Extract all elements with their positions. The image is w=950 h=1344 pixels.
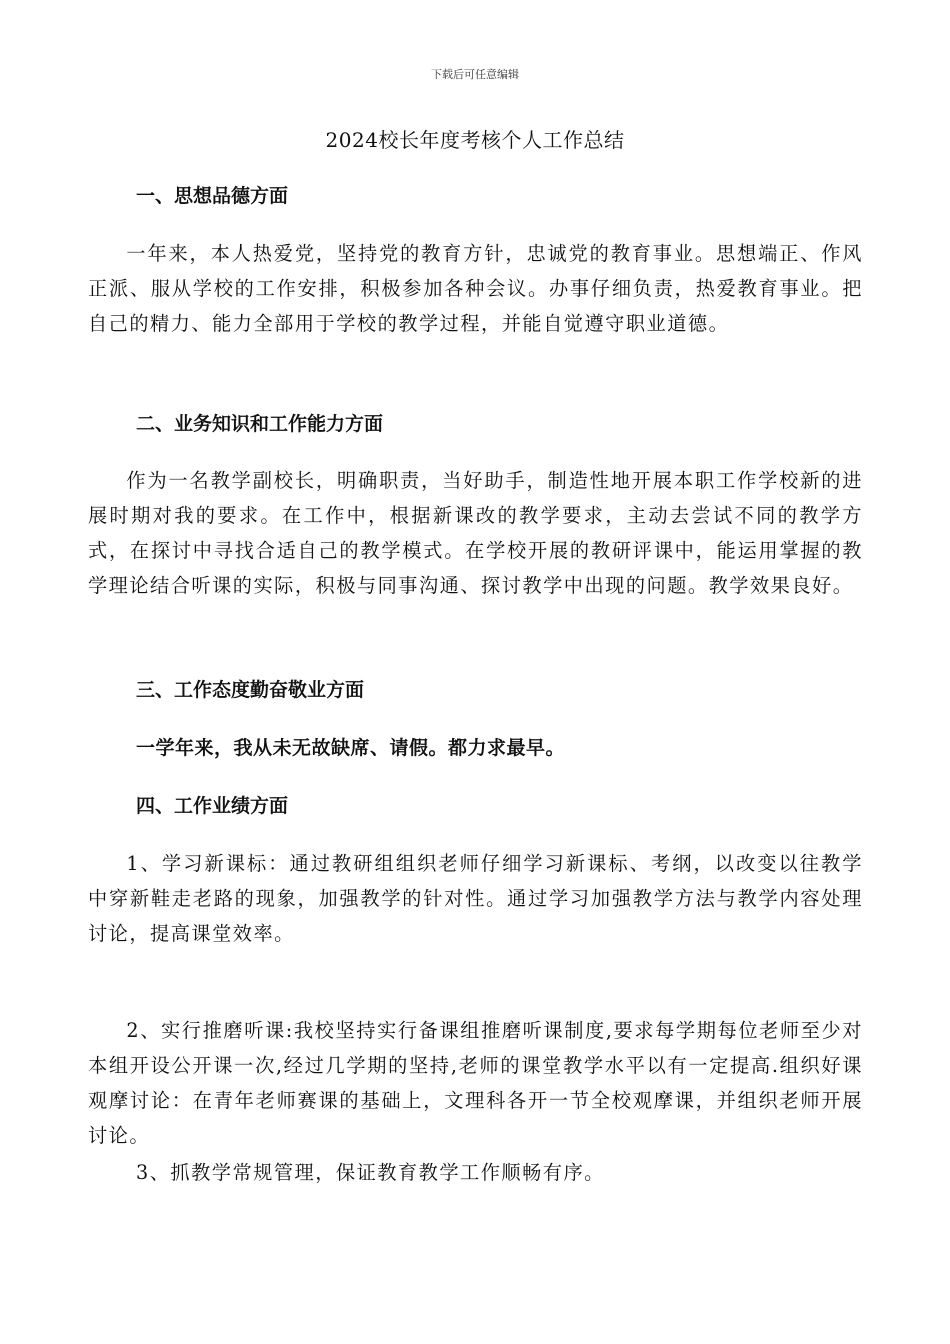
section-heading-2: 二、业务知识和工作能力方面 [136,413,384,435]
list-item-3: 3、抓教学常规管理，保证教育教学工作顺畅有序。 [136,1161,605,1184]
section-paragraph-1: 一年来，本人热爱党，坚持党的教育方针，忠诚党的教育事业。思想端正、作风正派、服从学校的工作安排，积极参加各种会议。办事仔细负责，热爱教育事业。把自己的精力、能力全部用于学校的教学过程，并能自觉遵守职业道德。 [88,242,863,335]
section-heading-3: 三、工作态度勤奋敬业方面 [136,679,365,701]
header-note: 下载后可任意编辑 [431,68,519,81]
section-bold-line-3: 一学年来，我从未无故缺席、请假。都力求最早。 [136,737,566,759]
section-heading-1: 一、思想品德方面 [136,185,289,207]
section-heading-4: 四、工作业绩方面 [136,795,289,817]
section-paragraph-2: 作为一名教学副校长，明确职责，当好助手，制造性地开展本职工作学校新的进展时期对我的要求。在工作中，根据新课改的教学要求，主动去尝试不同的教学方式，在探讨中寻找合适自己的教学模式。在学校开展的教研评课中，能运用掌握的教学理论结合听课的实际，积极与同事沟通、探讨教学中出现的问题。教学效果良好。 [88,469,863,597]
list-item-2: 2、实行推磨听课:我校坚持实行备课组推磨听课制度,要求每学期每位老师至少对本组开设公开课一次,经过几学期的坚持,老师的课堂教学水平以有一定提高.组织好课观摩讨论：在青年老师赛课的基础上，文理科各开一节全校观摩课，并组织老师开展讨论。 [88,1019,863,1147]
list-item-1: 1、学习新课标：通过教研组组织老师仔细学习新课标、考纲，以改变以往教学中穿新鞋走老路的现象，加强教学的针对性。通过学习加强教学方法与教学内容处理讨论，提高课堂效率。 [88,852,863,945]
document-title: 2024校长年度考核个人工作总结 [325,128,625,152]
